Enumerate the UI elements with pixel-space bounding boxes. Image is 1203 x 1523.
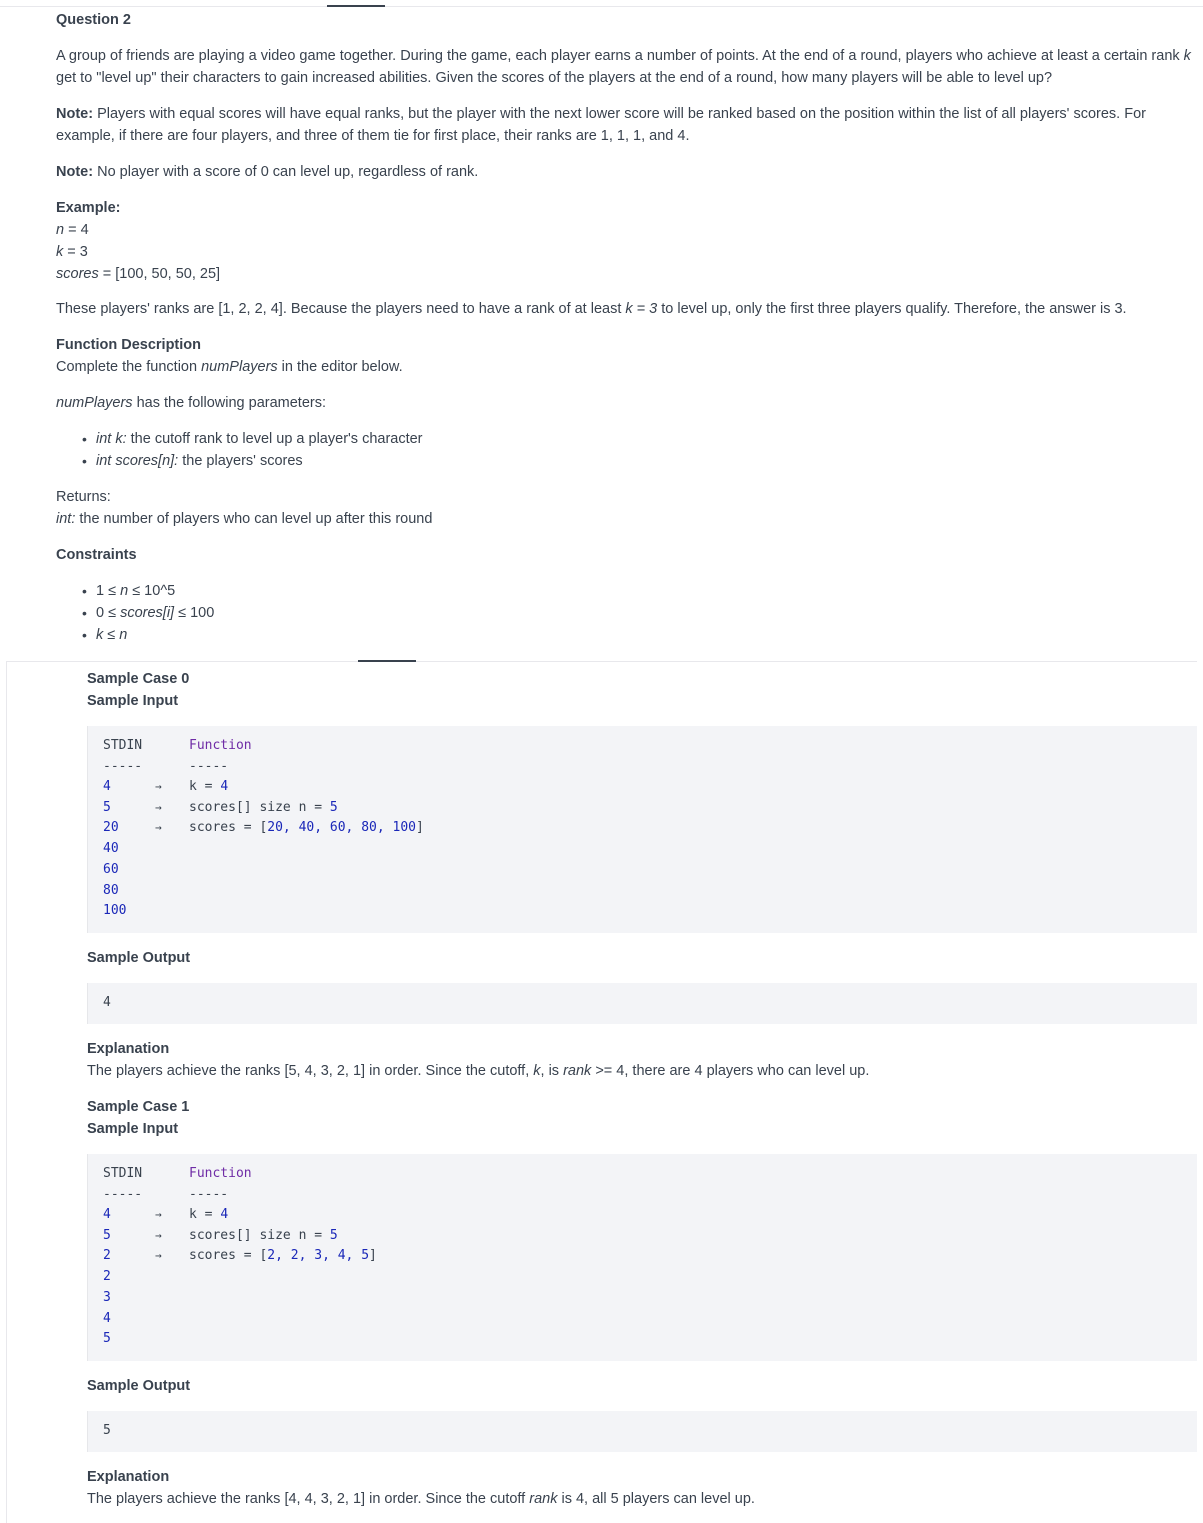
constraint-item: • k ≤ n bbox=[82, 624, 214, 646]
returns-heading: Returns: bbox=[56, 489, 111, 505]
sample-case-0-output-block bbox=[87, 983, 1197, 1024]
stdin-value: 3 bbox=[103, 1290, 111, 1305]
sample-case-0-explanation: The players achieve the ranks [5, 4, 3, 2, 1] in order. Since the cutoff, k, is rank >= 4, there are 4 players who can level up. bbox=[87, 1063, 870, 1079]
function-line: scores[] size n = 5 bbox=[189, 1228, 338, 1243]
parameters-list bbox=[82, 428, 423, 472]
intro-paragraph: A group of friends are playing a video game together. During the game, each player earns a number of points. At the end of a round, players who achieve at least a certain rank k get to "level up" their characters to gain increased abilities. Given the scores of the players at the end of a round, how many players will be able to level up? bbox=[56, 48, 1191, 86]
returns-section bbox=[56, 486, 1196, 530]
function-header: Function bbox=[189, 1166, 252, 1181]
function-line: k = 4 bbox=[189, 1207, 229, 1222]
note-equal-scores: Note: Players with equal scores will have equal ranks, but the player with the next lower score will be ranked based on the position within the list of all players' scores. For example, if there are four players, and three of them tie for first place, their ranks are 1, 1, 1, and 4. bbox=[56, 106, 1146, 144]
constraints-list bbox=[82, 580, 214, 646]
stdin-value: 60 bbox=[103, 862, 119, 877]
arrow-icon: → bbox=[155, 1229, 162, 1242]
example-heading: Example: bbox=[56, 200, 121, 216]
sample-tab-indicator bbox=[358, 660, 416, 662]
stdin-value: 4 bbox=[103, 779, 111, 794]
arrow-icon: → bbox=[155, 1208, 162, 1221]
question-title: Question 2 bbox=[56, 12, 131, 28]
stdin-dashes: ----- bbox=[103, 1187, 143, 1202]
sample-case-0-explanation-label: Explanation bbox=[87, 1041, 170, 1057]
sample-case-1-explanation-label: Explanation bbox=[87, 1469, 170, 1485]
top-divider bbox=[0, 6, 1203, 7]
arrow-icon: → bbox=[155, 780, 162, 793]
example-line: n = 4 bbox=[56, 222, 89, 238]
sample-case-1-title: Sample Case 1 bbox=[87, 1099, 190, 1115]
stdin-value: 2 bbox=[103, 1248, 111, 1263]
arrow-icon: → bbox=[155, 821, 162, 834]
example-line: k = 3 bbox=[56, 244, 88, 260]
constraint-item: • 0 ≤ scores[i] ≤ 100 bbox=[82, 602, 214, 624]
sample-case-1-output-block bbox=[87, 1411, 1197, 1452]
output-value: 5 bbox=[103, 1423, 111, 1438]
function-header: Function bbox=[189, 738, 252, 753]
returns-text: int: the number of players who can level up after this round bbox=[56, 511, 433, 527]
stdin-header: STDIN bbox=[103, 738, 143, 753]
stdin-value: 5 bbox=[103, 1331, 111, 1346]
example-line: scores = [100, 50, 50, 25] bbox=[56, 266, 221, 282]
function-description-text: Complete the function numPlayers in the editor below. bbox=[56, 359, 403, 375]
function-dashes: ----- bbox=[189, 759, 229, 774]
stdin-value: 20 bbox=[103, 820, 119, 835]
constraint-item: • 1 ≤ n ≤ 10^5 bbox=[82, 580, 214, 602]
arrow-icon: → bbox=[155, 1249, 162, 1262]
stdin-value: 4 bbox=[103, 1207, 111, 1222]
constraints-heading: Constraints bbox=[56, 547, 137, 563]
sample-case-1-output-label: Sample Output bbox=[87, 1378, 191, 1394]
sample-case-1-input-label: Sample Input bbox=[87, 1121, 179, 1137]
function-description bbox=[56, 334, 1196, 378]
stdin-value: 80 bbox=[103, 883, 119, 898]
note-zero-score: Note: No player with a score of 0 can level up, regardless of rank. bbox=[56, 164, 479, 180]
stdin-value: 2 bbox=[103, 1269, 111, 1284]
function-description-heading: Function Description bbox=[56, 337, 201, 353]
sample-case-0-output-label: Sample Output bbox=[87, 950, 191, 966]
arrow-icon: → bbox=[155, 801, 162, 814]
parameters-intro: numPlayers has the following parameters: bbox=[56, 395, 326, 411]
sample-case-0-input-label: Sample Input bbox=[87, 693, 179, 709]
function-dashes: ----- bbox=[189, 1187, 229, 1202]
sample-case-0-input-block bbox=[87, 726, 1197, 933]
stdin-dashes: ----- bbox=[103, 759, 143, 774]
sample-case-1-input-block bbox=[87, 1154, 1197, 1361]
function-line: k = 4 bbox=[189, 779, 229, 794]
active-tab-indicator bbox=[327, 5, 385, 7]
stdin-value: 5 bbox=[103, 1228, 111, 1243]
stdin-value: 4 bbox=[103, 1311, 111, 1326]
function-line: scores[] size n = 5 bbox=[189, 800, 338, 815]
stdin-value: 5 bbox=[103, 800, 111, 815]
sample-case-0-title: Sample Case 0 bbox=[87, 671, 190, 687]
sample-case-1-explanation: The players achieve the ranks [4, 4, 3, 2, 1] in order. Since the cutoff rank is 4, all 5 players can level up. bbox=[87, 1491, 755, 1507]
stdin-value: 100 bbox=[103, 903, 127, 918]
function-line: scores = [20, 40, 60, 80, 100] bbox=[189, 820, 424, 835]
stdin-header: STDIN bbox=[103, 1166, 143, 1181]
stdin-value: 40 bbox=[103, 841, 119, 856]
parameter-item: • int k: the cutoff rank to level up a player's character bbox=[82, 428, 423, 450]
function-line: scores = [2, 2, 3, 4, 5] bbox=[189, 1248, 377, 1263]
example-explanation: These players' ranks are [1, 2, 2, 4]. Because the players need to have a rank of at least k = 3 to level up, only the first three players qualify. Therefore, the answer is 3. bbox=[56, 301, 1127, 317]
example-values bbox=[56, 219, 1196, 285]
parameter-item: • int scores[n]: the players' scores bbox=[82, 450, 423, 472]
output-value: 4 bbox=[103, 995, 111, 1010]
